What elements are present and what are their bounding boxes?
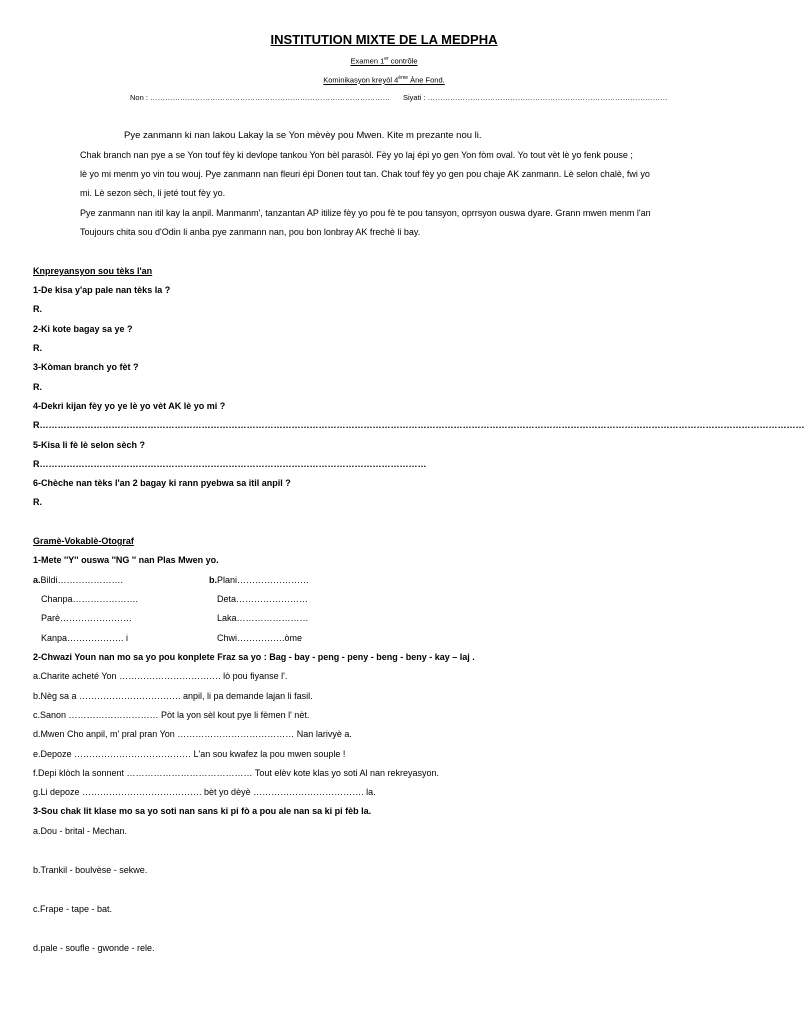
question-3: 3-Kòman branch yo fèt ? (33, 362, 139, 372)
exam-subtitle-text: Examen 1 (350, 56, 385, 66)
sentence-c[interactable]: c.Sanon ………………………… Pòt la yon sèl kout pye li fèmen l' nèt. (33, 710, 310, 720)
word-list-b: b.Trankil - boulvèse - sekwe. (33, 865, 148, 875)
blank-pare[interactable]: Parè…………………… (41, 613, 133, 623)
passage-line-6: Toujours chita sou d'Odin li anba pye zanmann nan, pou bon lonbray AK frechè li bay. (80, 227, 421, 237)
course-subtitle (0, 75, 768, 85)
comprehension-heading: Knpreyansyon sou tèks l'an (33, 266, 153, 276)
answer-5[interactable]: R………………………………………………………………………………………………………………… (33, 459, 427, 469)
sentence-b[interactable]: b.Nèg sa a ……………………………. anpil, li pa demande lajan li fasil. (33, 691, 313, 701)
passage-line-5: Pye zanmann nan itil kay la anpil. Manmanm', tanzantan AP itilize fèy yo pou fè te pou tansyon, oprrsyon ouswa dyare. Grann mwen menm l'an (80, 208, 651, 218)
sentence-a[interactable]: a.Charite acheté Yon ……………………………. lò pou fiyanse l'. (33, 671, 288, 681)
sentence-f[interactable]: f.Depi klòch la sonnent …………………………………… Tout elèv kote klas yo soti Al nan rekreyasyon. (33, 768, 439, 778)
answer-1[interactable]: R. (33, 304, 42, 314)
answer-3[interactable]: R. (33, 382, 42, 392)
blank-plani[interactable]: Plani…………………… (217, 575, 310, 585)
answer-6[interactable]: R. (33, 497, 42, 507)
school-title: INSTITUTION MIXTE DE LA MEDPHA (270, 32, 498, 47)
passage-line-3: lè yo mi menm yo vin tou wouj. Pye zanmann nan fleuri épi Donen tout tan. Chak touf fèy yo gen pou chaje AK zanmann. Lè selon chalè, fwi yo (80, 169, 650, 179)
exercise-1-row-1b (209, 575, 309, 585)
question-2: 2-Ki kote bagay sa ye ? (33, 324, 133, 334)
passage-line-2: Chak branch nan pye a se Yon touf fèy ki devlope tankou Yon bèl parasòl. Fèy yo laj épi yo gen Yon fòm oval. Yo tout vèt lè yo fenk pouse ; (80, 150, 633, 160)
course-subtitle-end: Àne Fond. (408, 75, 445, 85)
course-subtitle-text: Kominikasyon kreyòl 4 (323, 75, 399, 85)
exam-subtitle-sup: er (384, 56, 389, 62)
sentence-d[interactable]: d.Mwen Cho anpil, m' pral pran Yon ………………………………… Nan larivyè a. (33, 729, 352, 739)
word-list-c: c.Frape - tape - bat. (33, 904, 113, 914)
name-field[interactable]: Non : …………………………………………………………………………………… (130, 93, 391, 102)
exercise-3-title: 3-Sou chak lit klase mo sa yo soti nan sans ki pi fò a pou ale nan sa ki pi fèb la. (33, 806, 372, 816)
word-list-a: a.Dou - brital - Mechan. (33, 826, 128, 836)
sentence-g[interactable]: g.Li depoze …………………………………. bèt yo dèyè ………………………………. la. (33, 787, 376, 797)
surname-field[interactable]: Siyati : …………………………………………………………………………………… (403, 93, 668, 102)
question-5: 5-Kisa li fè lè selon sèch ? (33, 440, 146, 450)
exercise-1-title: 1-Mete ''Y'' ouswa ''NG '' nan Plas Mwen yo. (33, 555, 219, 565)
exercise-1-row-1a (33, 575, 123, 585)
item-letter-b: b. (209, 575, 217, 585)
blank-deta[interactable]: Deta…………………… (217, 594, 309, 604)
grammar-heading: Gramè-Vokablè-Otograf (33, 536, 134, 546)
blank-laka[interactable]: Laka…………………… (217, 613, 309, 623)
question-6: 6-Chèche nan tèks l'an 2 bagay ki rann pyebwa sa itil anpil ? (33, 478, 291, 488)
blank-kanpa[interactable]: Kanpa………………. i (41, 633, 129, 643)
sentence-e[interactable]: e.Depoze ………………………………… L'an sou kwafez la pou mwen souple ! (33, 749, 346, 759)
passage-line-1: Pye zanmann ki nan lakou Lakay la se Yon mèvèy pou Mwen. Kite m prezante nou li. (124, 130, 482, 141)
blank-chwi[interactable]: Chwi…………….òme (217, 633, 303, 643)
word-list-d: d.pale - soufle - gwonde - rele. (33, 943, 155, 953)
passage-line-4: mi. Lè sezon sèch, li jeté tout fèy yo. (80, 188, 226, 198)
blank-chanpa[interactable]: Chanpa…………………. (41, 594, 139, 604)
course-subtitle-sup: ème (398, 75, 409, 81)
answer-2[interactable]: R. (33, 343, 42, 353)
blank-bildi[interactable]: Bildi…………………. (40, 575, 124, 585)
answer-4[interactable]: R………………………………………………………………………………………………………………………………………………………………………………………………………………………………… (33, 420, 805, 430)
exam-subtitle-end: contrôle (388, 56, 418, 66)
question-4: 4-Dekri kijan fèy yo ye lè yo vèt AK lè yo mi ? (33, 401, 226, 411)
question-1: 1-De kisa y'ap pale nan tèks la ? (33, 285, 171, 295)
item-letter-a: a. (33, 575, 41, 585)
exercise-2-title: 2-Chwazi Youn nan mo sa yo pou konplete Fraz sa yo : Bag - bay - peng - peny - beng - beny - kay – laj . (33, 652, 475, 662)
exam-subtitle (0, 56, 768, 66)
